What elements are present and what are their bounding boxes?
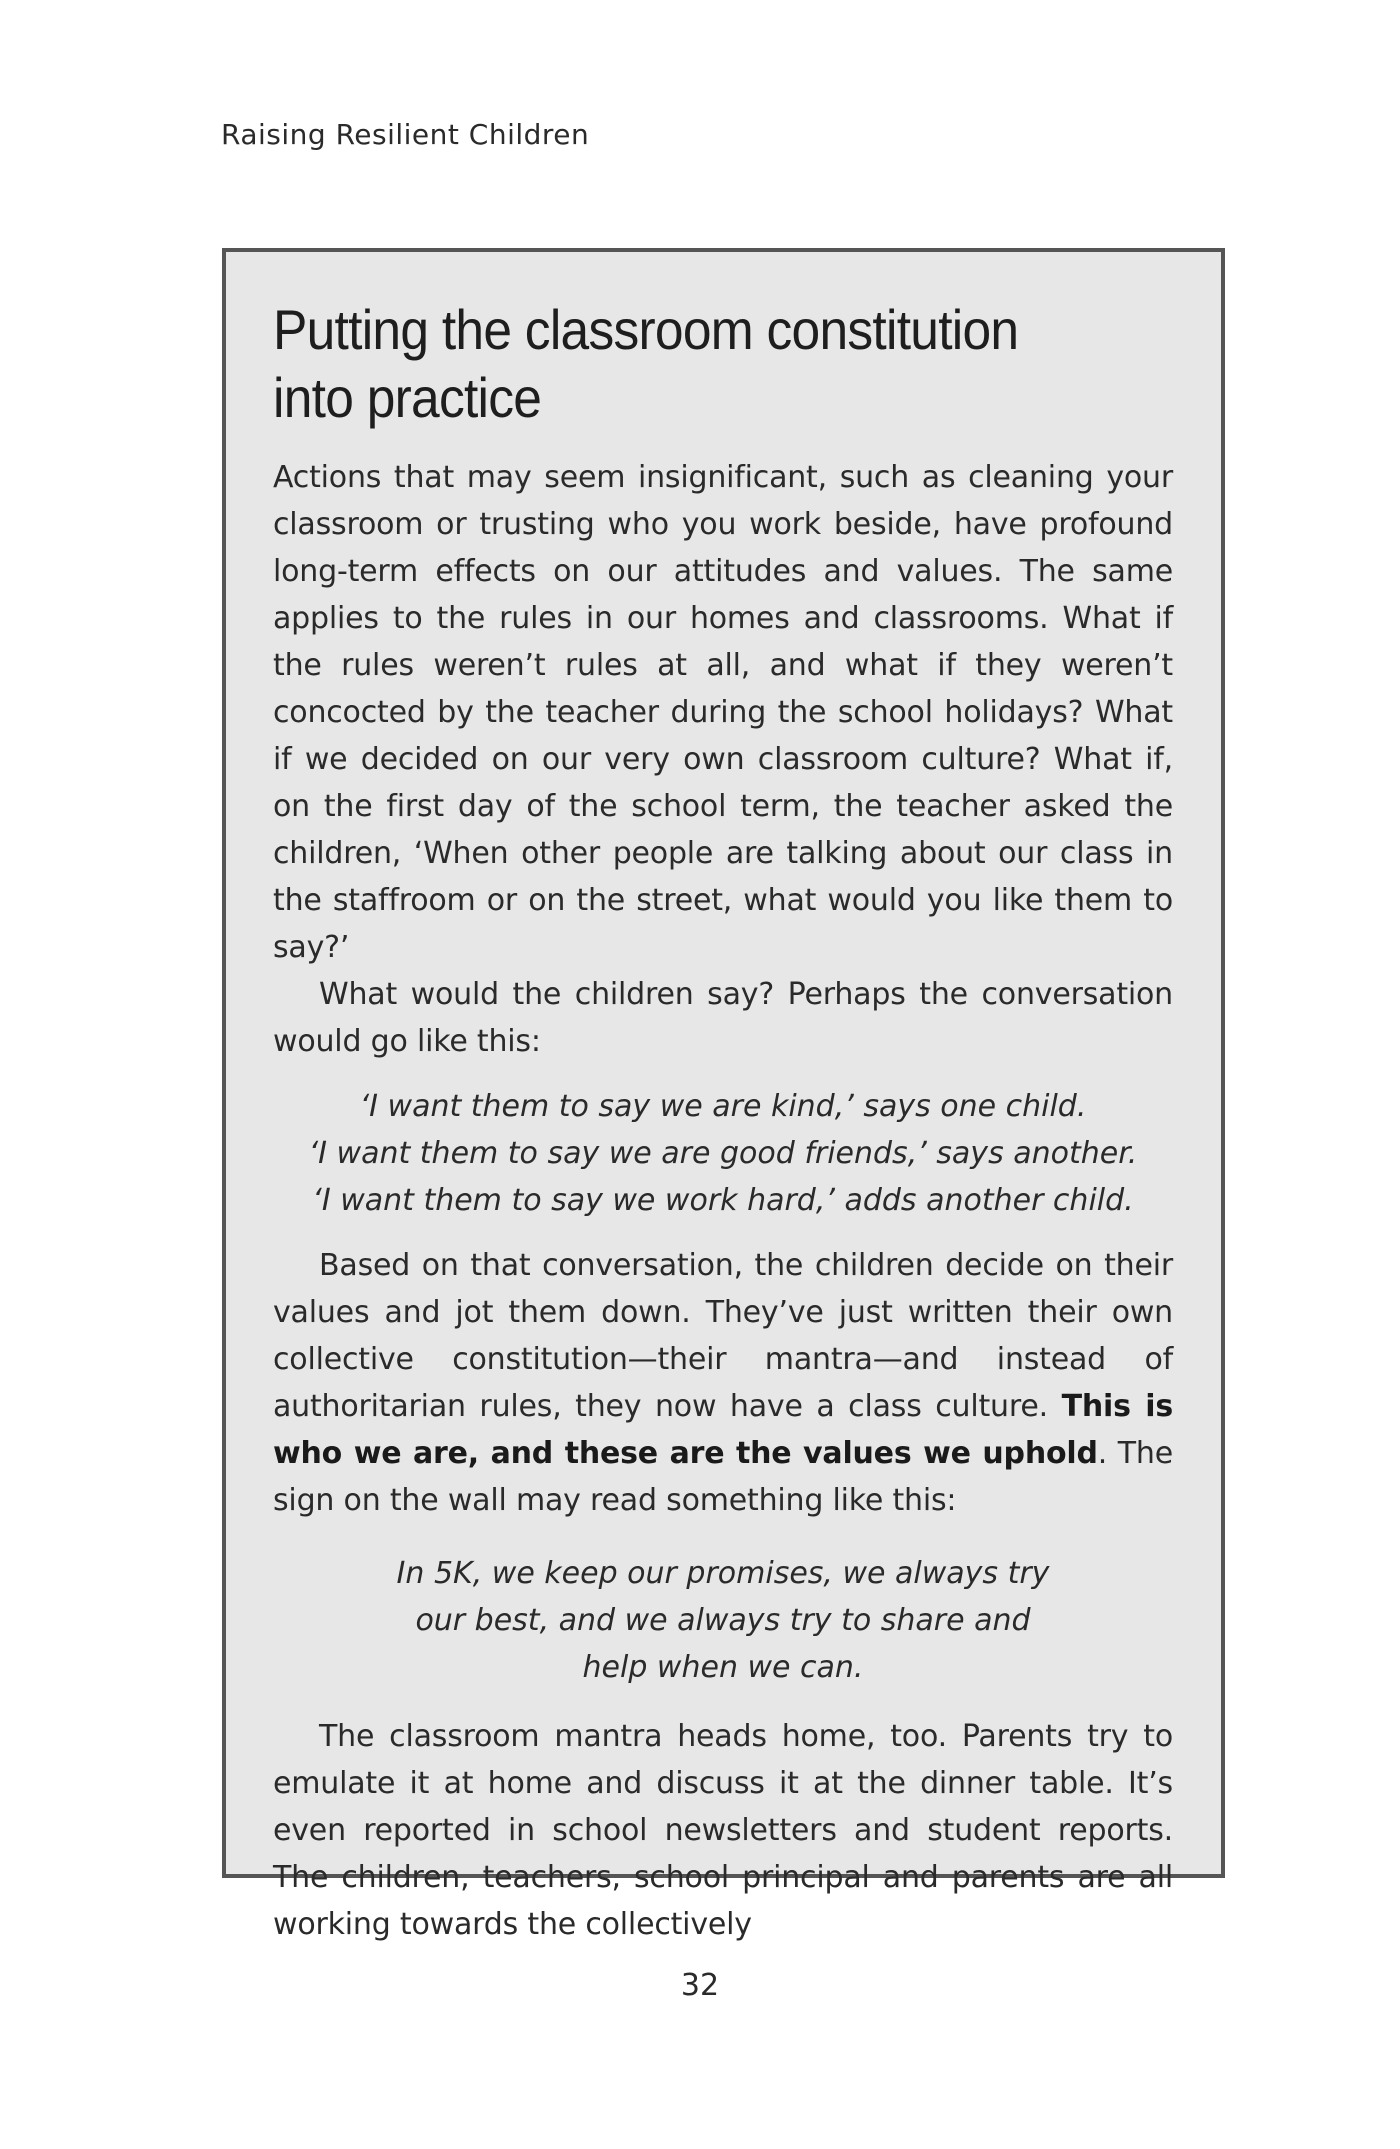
paragraph-conversation: What would the children say? Perhaps the conversation would go like this: (273, 977, 1173, 1059)
sign-line: In 5K, we keep our promises, we always try (396, 1556, 1050, 1591)
paragraph-intro: Actions that may seem insignificant, such as cleaning your classroom or trusting who you work beside, have profound long-term effects on our attitudes and values. The same applies to the rules in our homes and classrooms. What if the rules weren’t rules at all, and what if they weren’t concocted by the teacher during the school holidays? What if we decided on our very own classroom culture? What if, on the first day of the school term, the teacher asked the children, ‘When other people are talking about our class in the staffroom or on the street, what would you like them to say?’ (273, 460, 1173, 965)
dialogue-quotes (273, 1083, 1173, 1224)
paragraph-values (273, 1242, 1173, 1524)
page-number: 32 (680, 1968, 720, 2003)
box-title: Putting the classroom constitution into practice (273, 298, 1019, 429)
dialogue-line: ‘I want them to say we work hard,’ adds another child. (312, 1183, 1134, 1218)
dialogue-line: ‘I want them to say we are good friends,’ says another. (308, 1136, 1138, 1171)
running-head: Raising Resilient Children (221, 118, 590, 151)
dialogue-line: ‘I want them to say we are kind,’ says one child. (359, 1089, 1087, 1124)
emphasis-text: This is who we are, and these are the values we uphold (273, 1389, 1173, 1471)
sign-line: help when we can. (582, 1650, 864, 1685)
paragraph-mantra-home: The classroom mantra heads home, too. Parents try to emulate it at home and discuss it at the dinner table. It’s even reported in school newsletters and student reports. The children, teachers, school principal and parents are all working towards the collectively (273, 1719, 1173, 1942)
paragraph-values-text-end: . The sign on the wall may read something like this: (273, 1436, 1173, 1518)
sign-line: our best, and we always try to share and (415, 1603, 1031, 1638)
classroom-sign-quote (273, 1550, 1173, 1691)
sidebar-box (222, 248, 1225, 1942)
paragraph-values-text: Based on that conversation, the children decide on their values and jot them down. They’ve just written their own collective constitution—their mantra—and instead of authoritarian rules, they now have a class culture. (273, 1248, 1173, 1424)
